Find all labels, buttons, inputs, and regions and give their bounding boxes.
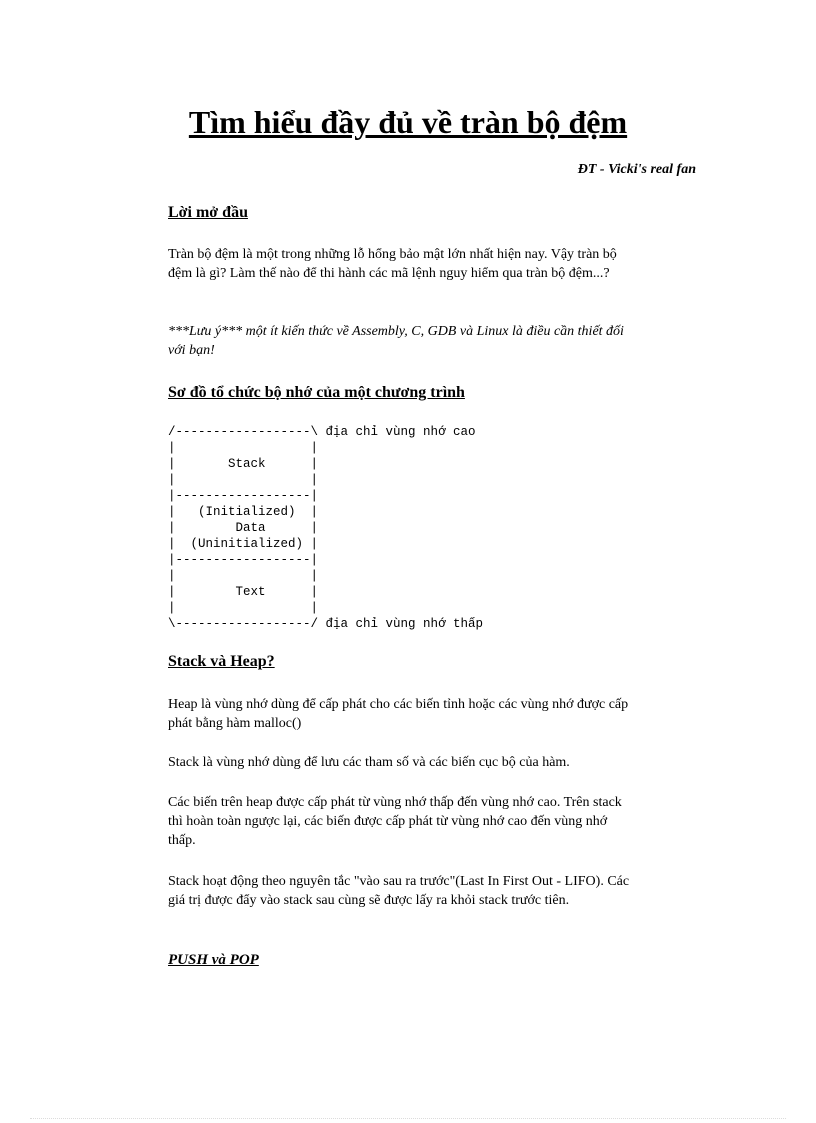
intro-paragraph: Tràn bộ đệm là một trong những lỗ hổng bảo mật lớn nhất hiện nay. Vậy tràn bộ đệm là gì? Làm thế nào để thi hành các mã lệnh nguy hiểm qua tràn bộ đệm...?: [168, 247, 617, 281]
allocation-paragraph: Các biến trên heap được cấp phát từ vùng nhớ thấp đến vùng nhớ cao. Trên stack thì hoàn toàn ngược lại, các biến được cấp phát từ vùng nhớ cao đến vùng nhớ thấp.: [168, 795, 622, 848]
heading-push-pop: PUSH và POP: [168, 952, 259, 968]
memory-layout-diagram: /------------------\ địa chỉ vùng nhớ cao | | | Stack | | | |------------------| | (Initialized) | | Data | | (Uninitialized) | |------------------| | | | Text | | | \------------------/ địa chỉ vùng nhớ thấp: [168, 425, 484, 631]
document-title: Tìm hiểu đầy đủ về tràn bộ đệm: [188, 104, 628, 140]
heap-paragraph: Heap là vùng nhớ dùng để cấp phát cho các biến tỉnh hoặc các vùng nhớ được cấp phát bằng hàm malloc(): [168, 697, 629, 731]
stack-paragraph: Stack là vùng nhớ dùng để lưu các tham số và các biến cục bộ của hàm.: [168, 755, 570, 770]
heading-intro: Lời mở đầu: [168, 204, 248, 221]
intro-note: ***Lưu ý*** một ít kiến thức về Assembly, C, GDB và Linux là điều cần thiết đối với bạn!: [168, 324, 624, 358]
lifo-paragraph: Stack hoạt động theo nguyên tắc "vào sau ra trước"(Last In First Out - LIFO). Các giá trị được đẩy vào stack sau cùng sẽ được lấy ra khỏi stack trước tiên.: [168, 874, 630, 908]
author-line: ĐT - Vicki's real fan: [577, 162, 696, 177]
page-bottom-rule: [30, 1118, 786, 1119]
heading-stack-heap: Stack và Heap?: [168, 653, 275, 670]
heading-memory-layout: Sơ đồ tổ chức bộ nhớ của một chương trình: [168, 384, 465, 401]
